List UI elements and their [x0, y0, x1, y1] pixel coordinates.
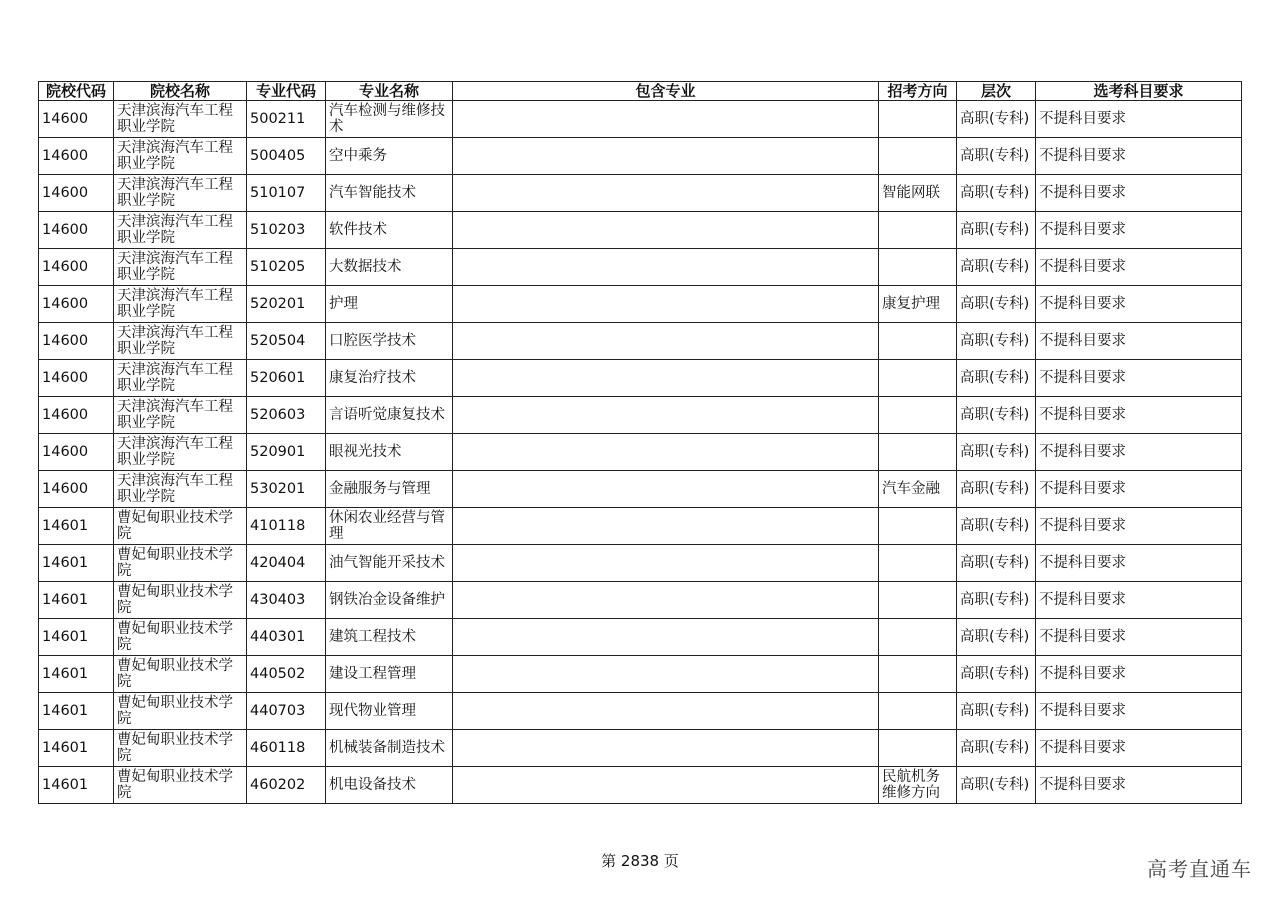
cell-school-name: 天津滨海汽车工程职业学院: [114, 434, 247, 471]
cell-direction: [879, 101, 957, 138]
cell-school-name: 天津滨海汽车工程职业学院: [114, 175, 247, 212]
cell-direction: 民航机务维修方向: [879, 767, 957, 804]
cell-major-code: 510203: [247, 212, 326, 249]
table-row: [39, 619, 1242, 656]
table-row: [39, 249, 1242, 286]
cell-subject-requirement: 不提科目要求: [1036, 397, 1242, 434]
cell-direction: 智能网联: [879, 175, 957, 212]
cell-school-code: 14600: [39, 212, 114, 249]
cell-subject-requirement: 不提科目要求: [1036, 545, 1242, 582]
cell-included-majors: [453, 138, 879, 175]
cell-school-name: 天津滨海汽车工程职业学院: [114, 101, 247, 138]
cell-subject-requirement: 不提科目要求: [1036, 582, 1242, 619]
cell-level: 高职(专科): [957, 101, 1036, 138]
cell-major-name: 软件技术: [326, 212, 453, 249]
cell-school-code: 14600: [39, 286, 114, 323]
cell-major-code: 460202: [247, 767, 326, 804]
cell-level: 高职(专科): [957, 212, 1036, 249]
table-row: [39, 730, 1242, 767]
cell-major-name: 大数据技术: [326, 249, 453, 286]
cell-direction: [879, 323, 957, 360]
cell-school-name: 曹妃甸职业技术学院: [114, 656, 247, 693]
table-row: [39, 767, 1242, 804]
cell-major-code: 460118: [247, 730, 326, 767]
cell-school-name: 曹妃甸职业技术学院: [114, 619, 247, 656]
column-header-subject-requirement: 选考科目要求: [1036, 82, 1242, 101]
cell-major-name: 口腔医学技术: [326, 323, 453, 360]
watermark-text: 高考直通车: [1147, 857, 1252, 881]
cell-major-name: 汽车智能技术: [326, 175, 453, 212]
cell-direction: [879, 138, 957, 175]
cell-school-code: 14601: [39, 508, 114, 545]
cell-school-name: 曹妃甸职业技术学院: [114, 545, 247, 582]
cell-level: 高职(专科): [957, 767, 1036, 804]
cell-major-code: 440703: [247, 693, 326, 730]
cell-level: 高职(专科): [957, 360, 1036, 397]
cell-major-code: 500405: [247, 138, 326, 175]
table-row: [39, 175, 1242, 212]
cell-included-majors: [453, 730, 879, 767]
cell-school-code: 14600: [39, 360, 114, 397]
table-row: [39, 323, 1242, 360]
cell-major-name: 金融服务与管理: [326, 471, 453, 508]
cell-school-name: 天津滨海汽车工程职业学院: [114, 360, 247, 397]
cell-school-name: 曹妃甸职业技术学院: [114, 693, 247, 730]
cell-school-name: 天津滨海汽车工程职业学院: [114, 471, 247, 508]
cell-major-name: 机电设备技术: [326, 767, 453, 804]
table-row: [39, 101, 1242, 138]
cell-included-majors: [453, 323, 879, 360]
cell-direction: [879, 619, 957, 656]
cell-included-majors: [453, 545, 879, 582]
cell-level: 高职(专科): [957, 175, 1036, 212]
cell-direction: 康复护理: [879, 286, 957, 323]
cell-direction: [879, 397, 957, 434]
cell-level: 高职(专科): [957, 138, 1036, 175]
cell-major-name: 建设工程管理: [326, 656, 453, 693]
cell-subject-requirement: 不提科目要求: [1036, 656, 1242, 693]
cell-direction: [879, 212, 957, 249]
cell-school-code: 14601: [39, 582, 114, 619]
cell-included-majors: [453, 767, 879, 804]
cell-subject-requirement: 不提科目要求: [1036, 175, 1242, 212]
cell-school-code: 14600: [39, 471, 114, 508]
cell-major-name: 汽车检测与维修技术: [326, 101, 453, 138]
cell-major-code: 440301: [247, 619, 326, 656]
cell-school-name: 曹妃甸职业技术学院: [114, 730, 247, 767]
table-row: [39, 286, 1242, 323]
cell-subject-requirement: 不提科目要求: [1036, 323, 1242, 360]
cell-school-code: 14600: [39, 249, 114, 286]
cell-level: 高职(专科): [957, 323, 1036, 360]
cell-major-name: 油气智能开采技术: [326, 545, 453, 582]
cell-major-code: 520201: [247, 286, 326, 323]
cell-school-code: 14601: [39, 767, 114, 804]
cell-school-name: 曹妃甸职业技术学院: [114, 508, 247, 545]
cell-major-name: 钢铁冶金设备维护: [326, 582, 453, 619]
cell-major-name: 机械装备制造技术: [326, 730, 453, 767]
column-header-direction: 招考方向: [879, 82, 957, 101]
cell-included-majors: [453, 101, 879, 138]
cell-major-name: 言语听觉康复技术: [326, 397, 453, 434]
cell-school-name: 天津滨海汽车工程职业学院: [114, 249, 247, 286]
table-row: [39, 397, 1242, 434]
cell-major-code: 510107: [247, 175, 326, 212]
cell-subject-requirement: 不提科目要求: [1036, 471, 1242, 508]
cell-direction: [879, 656, 957, 693]
cell-school-name: 天津滨海汽车工程职业学院: [114, 138, 247, 175]
cell-school-code: 14600: [39, 434, 114, 471]
table-row: [39, 582, 1242, 619]
cell-major-code: 410118: [247, 508, 326, 545]
cell-major-code: 420404: [247, 545, 326, 582]
cell-level: 高职(专科): [957, 249, 1036, 286]
column-header-included-majors: 包含专业: [453, 82, 879, 101]
cell-included-majors: [453, 397, 879, 434]
cell-school-code: 14600: [39, 175, 114, 212]
table-row: [39, 693, 1242, 730]
cell-school-name: 曹妃甸职业技术学院: [114, 582, 247, 619]
cell-included-majors: [453, 286, 879, 323]
cell-school-name: 天津滨海汽车工程职业学院: [114, 323, 247, 360]
cell-subject-requirement: 不提科目要求: [1036, 212, 1242, 249]
cell-level: 高职(专科): [957, 397, 1036, 434]
cell-level: 高职(专科): [957, 693, 1036, 730]
cell-level: 高职(专科): [957, 471, 1036, 508]
cell-included-majors: [453, 693, 879, 730]
cell-school-code: 14601: [39, 656, 114, 693]
cell-level: 高职(专科): [957, 619, 1036, 656]
cell-school-code: 14601: [39, 693, 114, 730]
cell-included-majors: [453, 582, 879, 619]
cell-school-code: 14600: [39, 323, 114, 360]
cell-subject-requirement: 不提科目要求: [1036, 360, 1242, 397]
cell-subject-requirement: 不提科目要求: [1036, 693, 1242, 730]
cell-direction: [879, 249, 957, 286]
cell-school-code: 14600: [39, 397, 114, 434]
cell-major-code: 440502: [247, 656, 326, 693]
cell-subject-requirement: 不提科目要求: [1036, 434, 1242, 471]
table-row: [39, 656, 1242, 693]
table-row: [39, 434, 1242, 471]
cell-included-majors: [453, 434, 879, 471]
cell-major-code: 530201: [247, 471, 326, 508]
cell-included-majors: [453, 360, 879, 397]
table-row: [39, 471, 1242, 508]
cell-major-name: 护理: [326, 286, 453, 323]
cell-direction: [879, 434, 957, 471]
cell-level: 高职(专科): [957, 434, 1036, 471]
page-number: 第 2838 页: [601, 852, 679, 870]
cell-major-name: 建筑工程技术: [326, 619, 453, 656]
cell-major-code: 520504: [247, 323, 326, 360]
cell-level: 高职(专科): [957, 545, 1036, 582]
cell-level: 高职(专科): [957, 582, 1036, 619]
cell-school-name: 天津滨海汽车工程职业学院: [114, 286, 247, 323]
table-row: [39, 138, 1242, 175]
cell-major-code: 430403: [247, 582, 326, 619]
table-row: [39, 360, 1242, 397]
cell-included-majors: [453, 212, 879, 249]
cell-school-name: 曹妃甸职业技术学院: [114, 767, 247, 804]
cell-direction: 汽车金融: [879, 471, 957, 508]
cell-major-name: 休闲农业经营与管理: [326, 508, 453, 545]
cell-major-name: 眼视光技术: [326, 434, 453, 471]
cell-major-code: 510205: [247, 249, 326, 286]
column-header-major-name: 专业名称: [326, 82, 453, 101]
cell-school-code: 14600: [39, 101, 114, 138]
column-header-major-code: 专业代码: [247, 82, 326, 101]
cell-major-code: 520601: [247, 360, 326, 397]
column-header-school-name: 院校名称: [114, 82, 247, 101]
cell-major-name: 空中乘务: [326, 138, 453, 175]
cell-level: 高职(专科): [957, 508, 1036, 545]
cell-subject-requirement: 不提科目要求: [1036, 619, 1242, 656]
cell-included-majors: [453, 471, 879, 508]
cell-major-code: 520603: [247, 397, 326, 434]
cell-direction: [879, 693, 957, 730]
cell-school-name: 天津滨海汽车工程职业学院: [114, 397, 247, 434]
cell-direction: [879, 545, 957, 582]
cell-subject-requirement: 不提科目要求: [1036, 767, 1242, 804]
cell-major-name: 现代物业管理: [326, 693, 453, 730]
column-header-level: 层次: [957, 82, 1036, 101]
column-header-school-code: 院校代码: [39, 82, 114, 101]
cell-direction: [879, 360, 957, 397]
cell-subject-requirement: 不提科目要求: [1036, 730, 1242, 767]
cell-included-majors: [453, 656, 879, 693]
cell-included-majors: [453, 249, 879, 286]
cell-included-majors: [453, 619, 879, 656]
cell-included-majors: [453, 508, 879, 545]
cell-level: 高职(专科): [957, 286, 1036, 323]
cell-subject-requirement: 不提科目要求: [1036, 138, 1242, 175]
cell-school-code: 14601: [39, 619, 114, 656]
cell-direction: [879, 508, 957, 545]
cell-direction: [879, 582, 957, 619]
table-row: [39, 545, 1242, 582]
header-row: [39, 82, 1242, 101]
cell-subject-requirement: 不提科目要求: [1036, 286, 1242, 323]
cell-subject-requirement: 不提科目要求: [1036, 508, 1242, 545]
cell-school-name: 天津滨海汽车工程职业学院: [114, 212, 247, 249]
cell-level: 高职(专科): [957, 656, 1036, 693]
cell-subject-requirement: 不提科目要求: [1036, 101, 1242, 138]
cell-major-code: 500211: [247, 101, 326, 138]
cell-major-code: 520901: [247, 434, 326, 471]
table-row: [39, 212, 1242, 249]
cell-included-majors: [453, 175, 879, 212]
admissions-table: [38, 81, 1242, 804]
cell-school-code: 14601: [39, 545, 114, 582]
cell-major-name: 康复治疗技术: [326, 360, 453, 397]
cell-school-code: 14601: [39, 730, 114, 767]
cell-level: 高职(专科): [957, 730, 1036, 767]
table-row: [39, 508, 1242, 545]
cell-school-code: 14600: [39, 138, 114, 175]
cell-direction: [879, 730, 957, 767]
cell-subject-requirement: 不提科目要求: [1036, 249, 1242, 286]
